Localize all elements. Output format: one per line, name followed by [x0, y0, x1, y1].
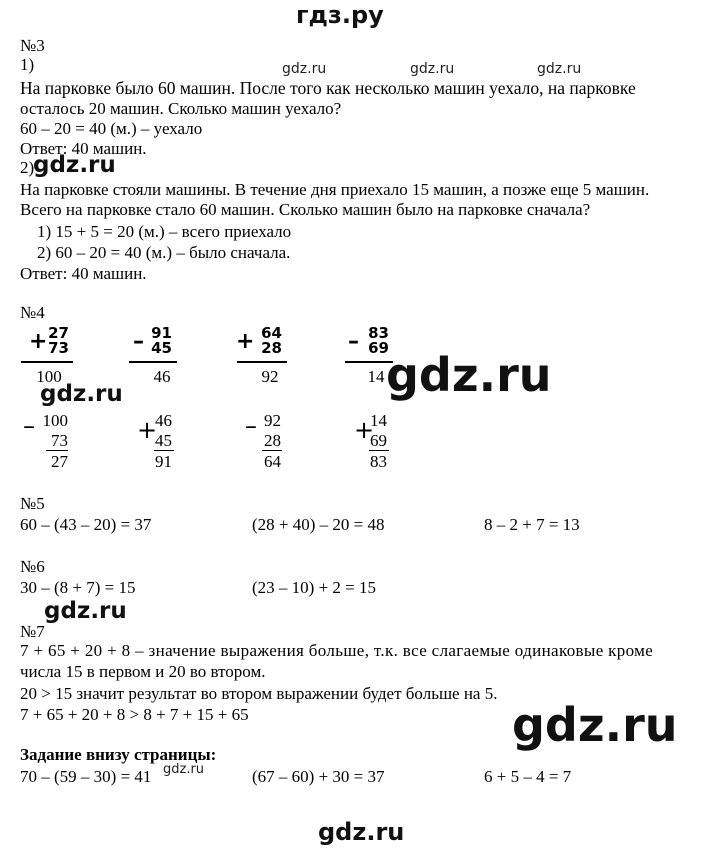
result: 100	[36, 367, 62, 386]
task3-part2-answer: Ответ: 40 машин.	[20, 264, 147, 283]
operation-sign: –	[348, 329, 359, 354]
operand-a: 92	[264, 411, 281, 430]
task5-expression-1: 60 – (43 – 20) = 37	[20, 515, 152, 534]
operation-sign: –	[23, 412, 35, 440]
watermark-small: gdz.ru	[282, 61, 327, 77]
operand-b: 28	[264, 431, 281, 450]
task7-title: №7	[20, 622, 45, 641]
sum-line	[21, 361, 73, 363]
task7-line-2: числа 15 в первом и 20 во втором.	[20, 662, 266, 681]
task3-part2-text-line1: На парковке стояли машины. В течение дня приехало 15 машин, а позже еще 5 машин.	[20, 180, 650, 199]
site-header: гдз.ру	[296, 1, 384, 29]
task3-part1-answer: Ответ: 40 машин.	[20, 139, 147, 158]
sum-line	[129, 361, 177, 363]
watermark-small: gdz.ru	[163, 762, 205, 777]
result: 27	[51, 452, 68, 471]
operation-sign: +	[236, 329, 255, 354]
task7-line-1: 7 + 65 + 20 + 8 – значение выражения больше, т.к. все слагаемые одинаковые кроме	[20, 641, 654, 660]
task3-part2-number: 2)	[20, 158, 35, 177]
operand-a: 91	[151, 324, 172, 342]
watermark-small: gdz.ru	[537, 61, 582, 77]
operand-b: 69	[370, 431, 387, 450]
operand-a: 14	[370, 411, 387, 430]
watermark-medium: gdz.ru	[40, 381, 123, 407]
bottom-task-expression-2: (67 – 60) + 30 = 37	[252, 767, 385, 786]
task3-part1-text-line2: осталось 20 машин. Сколько машин уехало?	[20, 99, 342, 118]
watermark-large: gdz.ru	[512, 698, 678, 752]
task4-title: №4	[20, 303, 45, 322]
task3-part1-text-line1: На парковке было 60 машин. После того как несколько машин уехало, на парковке	[20, 78, 636, 98]
operand-a: 27	[48, 324, 69, 342]
sum-line	[237, 361, 287, 363]
bottom-task-title: Задание внизу страницы:	[20, 745, 217, 764]
result: 83	[370, 452, 387, 471]
task7-line-4: 7 + 65 + 20 + 8 > 8 + 7 + 15 + 65	[20, 705, 249, 724]
task3-part2-step2: 2) 60 – 20 = 40 (м.) – было сначала.	[37, 243, 291, 262]
task3-part2-step1: 1) 15 + 5 = 20 (м.) – всего приехало	[37, 222, 292, 241]
task6-expression-2: (23 – 10) + 2 = 15	[252, 578, 376, 597]
watermark-footer: gdz.ru	[318, 818, 405, 846]
operation-sign: –	[133, 329, 144, 354]
sum-line	[46, 450, 68, 451]
sum-line	[154, 450, 174, 451]
watermark-small: gdz.ru	[410, 61, 455, 77]
task5-expression-3: 8 – 2 + 7 = 13	[484, 515, 580, 534]
result: 91	[155, 452, 172, 471]
sum-line	[262, 450, 282, 451]
watermark-medium: gdz.ru	[33, 152, 116, 178]
task5-expression-2: (28 + 40) – 20 = 48	[252, 515, 385, 534]
operation-sign: +	[137, 416, 158, 444]
bottom-task-expression-1: 70 – (59 – 30) = 41	[20, 767, 152, 786]
operand-b: 45	[151, 339, 172, 357]
task5-title: №5	[20, 494, 45, 513]
operand-b: 45	[155, 431, 172, 450]
result: 92	[261, 367, 279, 386]
operation-sign: +	[354, 416, 375, 444]
operand-b: 69	[368, 339, 389, 357]
bottom-task-expression-3: 6 + 5 – 4 = 7	[484, 767, 572, 786]
operation-sign: +	[29, 329, 48, 354]
operand-a: 83	[368, 324, 389, 342]
task3-part1-calc: 60 – 20 = 40 (м.) – уехало	[20, 119, 203, 138]
result: 64	[264, 452, 281, 471]
sum-line	[369, 450, 389, 451]
watermark-medium: gdz.ru	[44, 598, 127, 624]
task3-part1-number: 1)	[20, 55, 35, 74]
operand-a: 100	[42, 411, 68, 430]
operand-a: 46	[155, 411, 172, 430]
operand-b: 73	[51, 431, 68, 450]
task3-part2-text-line2: Всего на парковке стало 60 машин. Сколько машин было на парковке сначала?	[20, 200, 591, 219]
task6-title: №6	[20, 557, 45, 576]
operand-b: 73	[48, 339, 69, 357]
operation-sign: –	[245, 412, 257, 440]
result: 46	[153, 367, 171, 386]
result: 14	[367, 367, 385, 386]
watermark-large: gdz.ru	[386, 348, 552, 402]
task3-title: №3	[20, 36, 45, 55]
task6-expression-1: 30 – (8 + 7) = 15	[20, 578, 136, 597]
operand-a: 64	[261, 324, 282, 342]
operand-b: 28	[261, 339, 282, 357]
task7-line-3: 20 > 15 значит результат во втором выражении будет больше на 5.	[20, 684, 498, 703]
